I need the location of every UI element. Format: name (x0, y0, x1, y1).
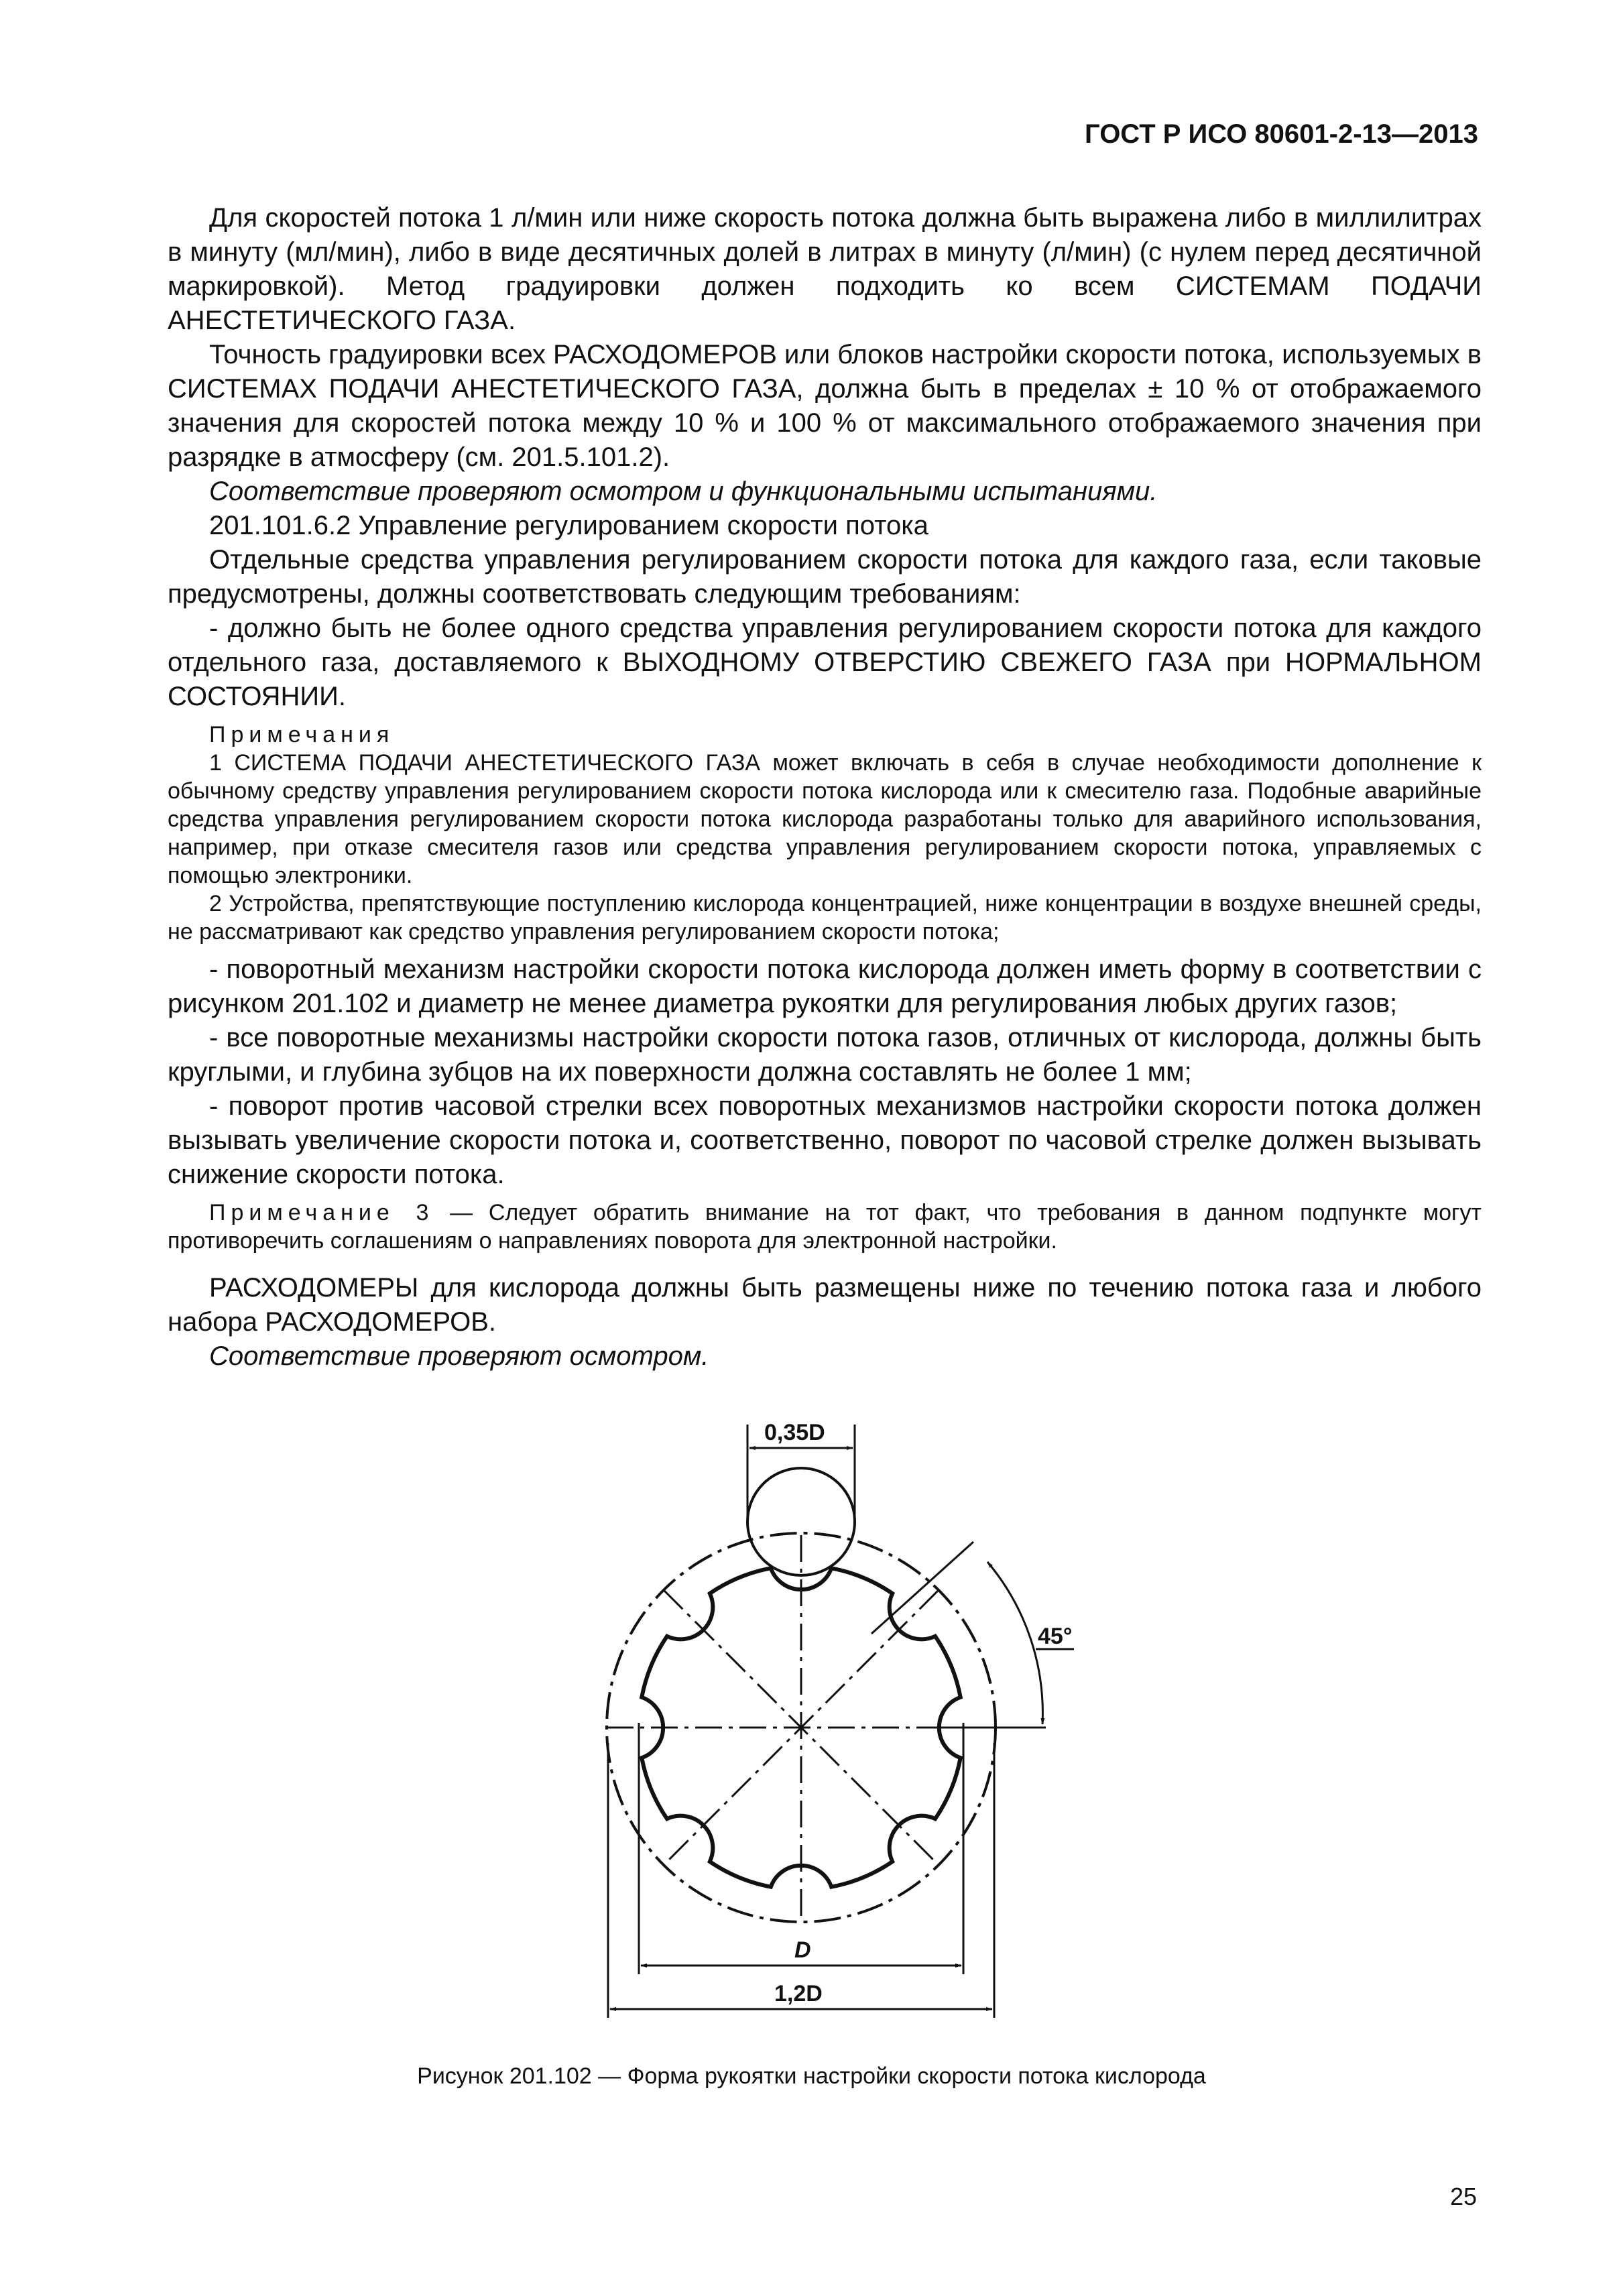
paragraph: Точность градуировки всех РАСХОДОМЕРОВ или блоков настройки скорости потока, используемых в СИСТЕМАХ ПОДАЧИ АНЕСТЕТИЧЕСКОГО ГАЗА, должна быть в пределах ± 10 % от отображаемого значения для скоростей потока между 10 % и 100 % от максимального отображаемого значения при разрядке в атмосферу (см. 201.5.101.2). (168, 340, 1482, 472)
notes-heading: Примечания (209, 722, 395, 747)
figure-caption: Рисунок 201.102 — Форма рукоятки настройки скорости потока кислорода (417, 2063, 1206, 2089)
knob-profile (642, 1568, 960, 1886)
note-item: 1 СИСТЕМА ПОДАЧИ АНЕСТЕТИЧЕСКОГО ГАЗА может включать в себя в случае необходимости дополнение к обычному средству управления регулированием скорости потока кислорода или к смесителю газа. Подобные аварийные средства управления регулированием скорости потока кислорода разработаны только для аварийного использования, например, при отказе смесителя газов или средства управления регулированием скорости потока, управляемых с помощью электроники. (168, 750, 1482, 888)
angle-arc (987, 1562, 1042, 1724)
paragraph: Для скоростей потока 1 л/мин или ниже скорость потока должна быть выражена либо в миллилитрах в минуту (мл/мин), либо в виде десятичных долей в литрах в минуту (л/мин) (с нулем перед десятичной маркировкой). Метод градуировки должен подходить ко всем СИСТЕМАМ ПОДАЧИ АНЕСТЕТИЧЕСКОГО ГАЗА. (168, 203, 1482, 335)
center-lines (607, 1535, 996, 1921)
inner-dimension-label: D (794, 1937, 811, 1963)
section-heading: 201.101.6.2 Управление регулированием скорости потока (209, 511, 928, 540)
body-text (168, 201, 1482, 1374)
paragraph-italic: Соответствие проверяют осмотром и функциональными испытаниями. (209, 477, 1158, 506)
outer-reference-circle (607, 1533, 996, 1922)
standard-header: ГОСТ Р ИСО 80601-2-13—2013 (1085, 119, 1478, 149)
note-3 (168, 1199, 1482, 1255)
note-item: 2 Устройства, препятствующие поступлению кислорода концентрацией, ниже концентрации в воздухе внешней среды, не рассматривают как средство управления регулированием скорости потока; (168, 891, 1482, 945)
angle-label: 45° (1038, 1624, 1073, 1649)
list-item: - поворотный механизм настройки скорости потока кислорода должен иметь форму в соответствии с рисунком 201.102 и диаметр не менее диаметра рукоятки для регулирования любых других газов; (168, 955, 1482, 1018)
paragraph: РАСХОДОМЕРЫ для кислорода должны быть размещены ниже по течению потока газа и любого набора РАСХОДОМЕРОВ. (168, 1273, 1482, 1337)
paragraph-italic: Соответствие проверяют осмотром. (209, 1341, 709, 1371)
top-dimension-circle (747, 1468, 855, 1575)
paragraph: Отдельные средства управления регулированием скорости потока для каждого газа, если таковые предусмотрены, должны соответствовать следующим требованиям: (168, 545, 1482, 609)
paragraph: - должно быть не более одного средства управления регулированием скорости потока для каждого отдельного газа, доставляемого к ВЫХОДНОМУ ОТВЕРСТИЮ СВЕЖЕГО ГАЗА при НОРМАЛЬНОМ СОСТОЯНИИ. (168, 613, 1482, 711)
list-item: - поворот против часовой стрелки всех поворотных механизмов настройки скорости потока должен вызывать увеличение скорости потока и, соответственно, поворот по часовой стрелке должен вызывать снижение скорости потока. (168, 1091, 1482, 1189)
page-number: 25 (1449, 2183, 1477, 2210)
outer-dimension-label: 1,2D (774, 1981, 823, 2006)
note-3-text: — Следует обратить внимание на тот факт, что требования в данном подпункте могут противоречить соглашениям о направлениях поворота для электронной настройки. (168, 1200, 1482, 1254)
note-3-label: Примечание 3 (209, 1200, 434, 1225)
list-item: - все поворотные механизмы настройки скорости потока газов, отличных от кислорода, должны быть круглыми, и глубина зубцов на их поверхности должна составлять не более 1 мм; (168, 1023, 1482, 1087)
top-dimension-label: 0,35D (764, 1420, 825, 1445)
